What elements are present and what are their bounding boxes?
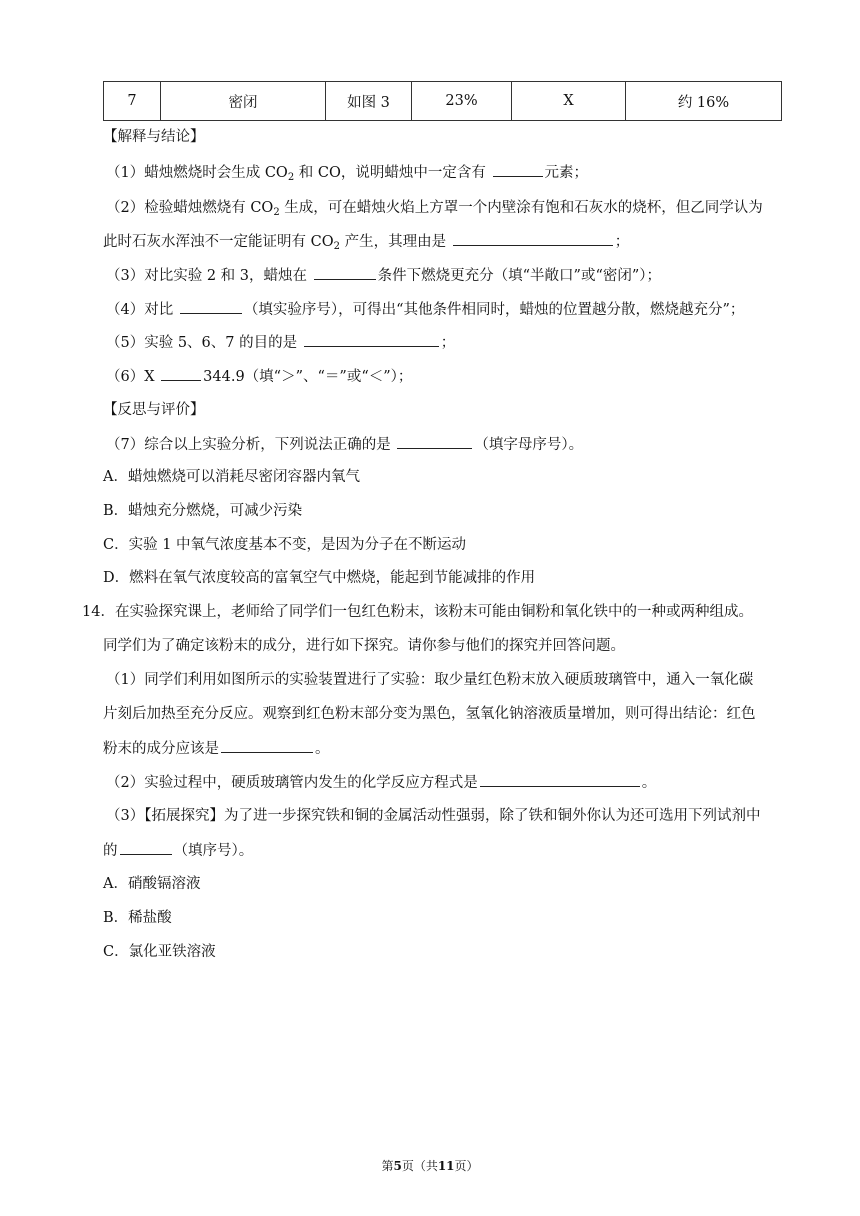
option-b: B．蜡烛充分燃烧，可减少污染 bbox=[103, 503, 303, 519]
question-14-1-continued: 片刻后加热至充分反应。观察到红色粉末部分变为黑色，氢氧化钠溶液质量增加，则可得出结论：红色 bbox=[103, 706, 756, 722]
option-c: C．氯化亚铁溶液 bbox=[103, 944, 216, 960]
option-d: D．燃料在氧气浓度较高的富氧空气中燃烧，能起到节能减排的作用 bbox=[103, 570, 536, 586]
question-14-2: （2）实验过程中，硬质玻璃管内发生的化学反应方程式是 。 bbox=[106, 772, 656, 793]
answer-blank[interactable] bbox=[453, 231, 613, 246]
answer-blank[interactable] bbox=[493, 162, 543, 177]
question-2: （2）检验蜡烛燃烧有 $CO_2$ 生成，可在蜡烛火焰上方罩一个内壁涂有饱和石灰水的烧杯，但乙同学认为 bbox=[106, 200, 763, 218]
page-footer: 第5页（共11页） bbox=[381, 1159, 479, 1173]
table-cell: 7 bbox=[104, 82, 161, 121]
option-a: A．蜡烛燃烧可以消耗尽密闭容器内氧气 bbox=[103, 469, 360, 485]
table-cell: 23% bbox=[412, 82, 512, 121]
question-14-1-answer-line: 粉末的成分应该是 。 bbox=[103, 738, 330, 759]
question-14-3-continued: 的 （填序号）。 bbox=[103, 840, 253, 861]
option-a: A．硝酸镉溶液 bbox=[103, 876, 201, 892]
answer-blank[interactable] bbox=[314, 265, 376, 280]
answer-blank[interactable] bbox=[480, 772, 640, 787]
answer-blank[interactable] bbox=[161, 366, 201, 381]
question-7: （7）综合以上实验分析，下列说法正确的是 （填字母序号）。 bbox=[106, 434, 583, 455]
option-b: B．稀盐酸 bbox=[103, 910, 172, 926]
question-2-continued: 此时石灰水浑浊不一定能证明有 $CO_2$ 产生，其理由是 ； bbox=[103, 231, 629, 252]
table-cell: X bbox=[512, 82, 626, 121]
answer-blank[interactable] bbox=[180, 299, 242, 314]
answer-blank[interactable] bbox=[397, 434, 472, 449]
question-14-3: （3）【拓展探究】为了进一步探究铁和铜的金属活动性强弱，除了铁和铜外你认为还可选用下列试剂中 bbox=[106, 808, 761, 824]
option-c: C．实验 1 中氧气浓度基本不变，是因为分子在不断运动 bbox=[103, 537, 467, 553]
table-cell: 密闭 bbox=[161, 82, 326, 121]
question-5: （5）实验 5、6、7 的目的是 ； bbox=[106, 332, 455, 353]
question-3: （3）对比实验 2 和 3，蜡烛在 条件下燃烧更充分（填“半敞口”或“密闭”）； bbox=[106, 265, 661, 286]
section-heading-reflect: 【反思与评价】 bbox=[103, 402, 205, 418]
answer-blank[interactable] bbox=[120, 840, 172, 855]
table-cell: 如图 3 bbox=[326, 82, 412, 121]
table-cell: 约 16% bbox=[626, 82, 782, 121]
section-heading-explain: 【解释与结论】 bbox=[103, 129, 205, 145]
page-total: 11 bbox=[437, 1159, 455, 1173]
answer-blank[interactable] bbox=[221, 738, 313, 753]
page-number: 5 bbox=[393, 1159, 402, 1173]
question-6: （6）X 344.9（填“＞”、“＝”或“＜”）； bbox=[106, 366, 412, 387]
question-14-stem: 14．在实验探究课上，老师给了同学们一包红色粉末，该粉末可能由铜粉和氧化铁中的一种或两种组成。 bbox=[82, 604, 753, 620]
table-row bbox=[104, 82, 782, 121]
answer-blank[interactable] bbox=[304, 332, 439, 347]
question-1: （1）蜡烛燃烧时会生成 $CO_2$ 和 CO，说明蜡烛中一定含有 元素； bbox=[106, 162, 588, 183]
question-4: （4）对比 （填实验序号），可得出“其他条件相同时，蜡烛的位置越分散，燃烧越充分”； bbox=[106, 299, 744, 320]
experiment-table bbox=[103, 81, 782, 121]
question-14-stem-continued: 同学们为了确定该粉末的成分，进行如下探究。请你参与他们的探究并回答问题。 bbox=[103, 638, 625, 654]
question-14-1: （1）同学们利用如图所示的实验装置进行了实验：取少量红色粉末放入硬质玻璃管中，通入一氧化碳 bbox=[106, 672, 754, 688]
